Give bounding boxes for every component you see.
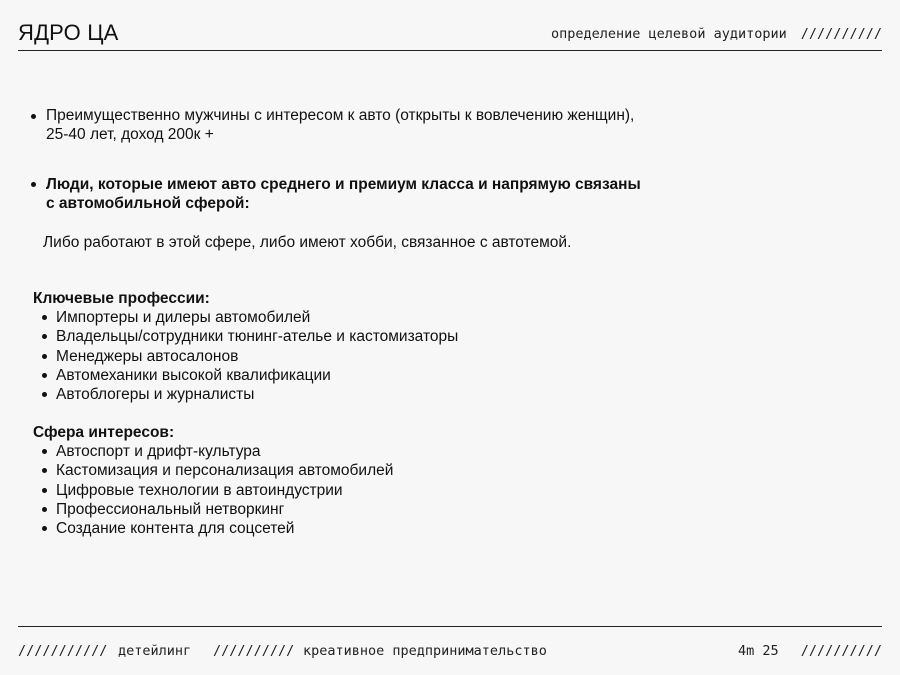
list-item (40, 442, 393, 461)
bullet-dot (42, 334, 47, 339)
list-item-text: Автомеханики высокой квалификации (56, 366, 331, 384)
interests-list (40, 442, 393, 538)
bullet-dot (42, 392, 47, 397)
list-item (40, 519, 393, 538)
list-item-text: Профессиональный нетворкинг (56, 500, 285, 518)
bullet-dot (42, 526, 47, 531)
list-item (40, 347, 458, 366)
bullet-dot (42, 488, 47, 493)
list-item (40, 327, 458, 346)
list-item (40, 481, 393, 500)
footer-slashes-left: /////////// (18, 643, 108, 659)
bullet-dot (42, 507, 47, 512)
list-item (40, 385, 458, 404)
intro-bullet-1-line-1: Преимущественно мужчины с интересом к авто (открыты к вовлечению женщин), (46, 107, 635, 124)
bullet-dot (42, 315, 47, 320)
intro-bullet-2-line-1: Люди, которые имеют авто среднего и премиум класса и напрямую связаны (46, 176, 641, 193)
footer-tag-detailing: детейлинг (118, 643, 192, 659)
list-item-text: Создание контента для соцсетей (56, 520, 295, 538)
bullet-dot (42, 354, 47, 359)
list-item-text: Цифровые технологии в автоиндустрии (56, 481, 343, 499)
list-item-text: Автоблогеры и журналисты (56, 386, 255, 404)
list-item-text: Менеджеры автосалонов (56, 347, 239, 365)
footer-slashes-mid: ////////// (213, 643, 295, 659)
interests-heading: Сфера интересов: (33, 424, 175, 441)
list-item (40, 308, 458, 327)
bullet-dot (42, 373, 47, 378)
page-title: ЯДРО ЦА (18, 20, 119, 45)
footer-divider (18, 626, 882, 627)
header-subtitle: определение целевой аудитории (551, 26, 787, 42)
bullet-dot (42, 468, 47, 473)
bullet-dot (31, 114, 36, 119)
professions-heading: Ключевые профессии: (33, 290, 210, 307)
intro-bullet-2-line-2: с автомобильной сферой: (46, 195, 250, 212)
intro-note: Либо работают в этой сфере, либо имеют хобби, связанное с автотемой. (43, 234, 572, 251)
header-slashes: ////////// (800, 26, 882, 42)
footer (18, 643, 882, 663)
list-item-text: Владельцы/сотрудники тюнинг-ателье и кастомизаторы (56, 328, 459, 346)
professions-list (40, 308, 458, 404)
page-number: 4m 25 (738, 643, 779, 659)
footer-slashes-right: ////////// (800, 643, 882, 659)
list-item-text: Импортеры и дилеры автомобилей (56, 309, 311, 326)
list-item-text: Кастомизация и персонализация автомобилей (56, 462, 394, 480)
list-item (40, 366, 458, 385)
bullet-dot (31, 182, 36, 187)
list-item (40, 461, 393, 480)
intro-bullet-1-line-2: 25-40 лет, доход 200к + (46, 126, 214, 143)
bullet-dot (42, 449, 47, 454)
list-item-text: Автоспорт и дрифт-культура (56, 443, 261, 460)
list-item (40, 500, 393, 519)
footer-tag-entrepreneurship: креативное предпринимательство (303, 643, 547, 659)
